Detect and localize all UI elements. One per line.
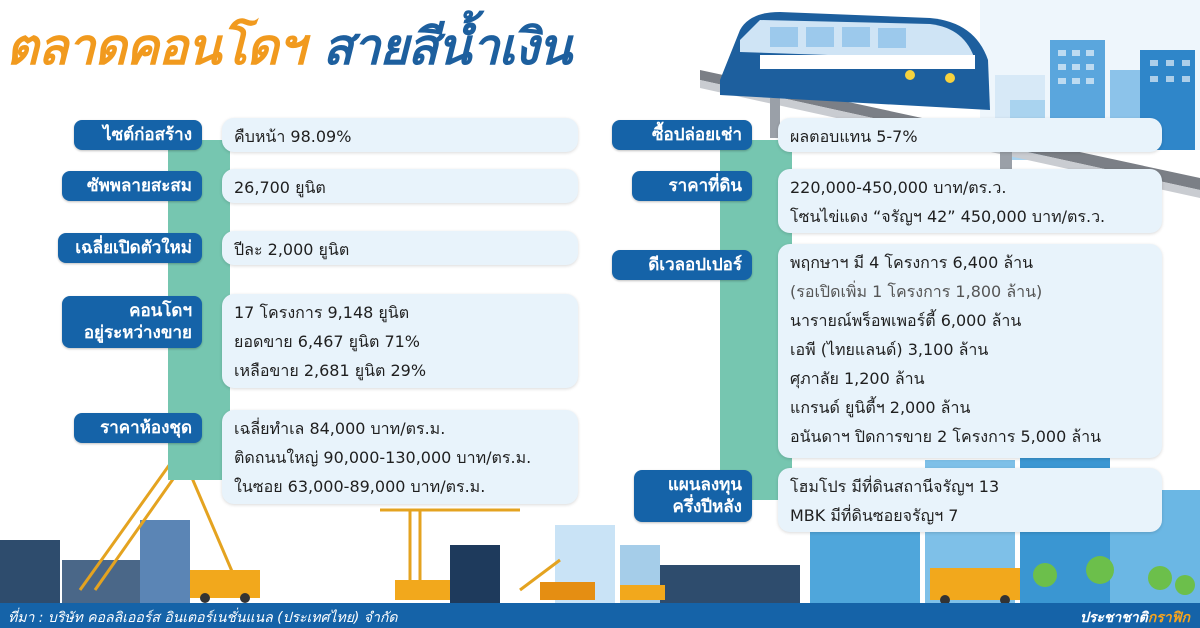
- box-avg-new-launch: [222, 231, 578, 265]
- box-line: 220,000-450,000 บาท/ตร.ว.: [790, 178, 1007, 197]
- label-text: ไซต์ก่อสร้าง: [103, 125, 192, 145]
- box-line: โซนไข่แดง “จรัญฯ 42” 450,000 บาท/ตร.ว.: [790, 207, 1106, 226]
- label-investment-plan: [634, 470, 752, 522]
- box-line: 26,700 ยูนิต: [234, 178, 326, 197]
- label-text: เฉลี่ยเปิดตัวใหม่: [75, 238, 192, 258]
- box-line: ผลตอบแทน 5-7%: [790, 127, 918, 146]
- label-text: ดีเวลอปเปอร์: [648, 255, 742, 275]
- box-line: พฤกษาฯ มี 4 โครงการ 6,400 ล้าน: [790, 253, 1034, 272]
- label-land-price: [632, 171, 752, 201]
- box-land-price: [778, 169, 1162, 233]
- box-line: (รอเปิดเพิ่ม 1 โครงการ 1,800 ล้าน): [790, 282, 1043, 301]
- title-part-2: สายสีน้ำเงิน: [322, 18, 572, 76]
- box-accumulated-supply: [222, 169, 578, 203]
- label-construction-site: [74, 120, 202, 150]
- source-text: ที่มา : บริษัท คอลลิเออร์ส อินเตอร์เนชั่นแนล (ประเทศไทย) จำกัด: [8, 610, 398, 626]
- box-line: ยอดขาย 6,467 ยูนิต 71%: [234, 332, 420, 351]
- box-buy-to-rent: [778, 118, 1162, 152]
- footer-bar: [0, 603, 1200, 628]
- label-buy-to-rent: [612, 120, 752, 150]
- box-line: เอพี (ไทยแลนด์) 3,100 ล้าน: [790, 340, 989, 359]
- box-line: ศุภาลัย 1,200 ล้าน: [790, 369, 925, 388]
- brand-logo: [1080, 607, 1190, 628]
- skytrain-illustration: [720, 12, 990, 110]
- title-part-1: ตลาดคอนโดฯ: [6, 18, 305, 76]
- box-line: ติดถนนใหญ่ 90,000-130,000 บาท/ตร.ม.: [234, 448, 532, 467]
- box-construction-site: [222, 118, 578, 152]
- label-developers: [612, 250, 752, 280]
- label-text: แผนลงทุน: [667, 475, 742, 495]
- box-line: เฉลี่ยทำเล 84,000 บาท/ตร.ม.: [234, 419, 446, 438]
- label-avg-new-launch: [58, 233, 202, 263]
- box-line: คืบหน้า 98.09%: [234, 127, 352, 146]
- box-line: แกรนด์ ยูนิตี้ฯ 2,000 ล้าน: [790, 398, 971, 417]
- box-line: เหลือขาย 2,681 ยูนิต 29%: [234, 361, 427, 380]
- label-text: ซื้อปล่อยเช่า: [651, 125, 742, 145]
- label-text: คอนโดฯ: [129, 301, 192, 321]
- label-text: ราคาห้องชุด: [100, 418, 192, 438]
- box-line: 17 โครงการ 9,148 ยูนิต: [234, 303, 410, 322]
- box-line: อนันดาฯ ปิดการขาย 2 โครงการ 5,000 ล้าน: [790, 427, 1102, 446]
- brand-part-1: ประชาชาติ: [1080, 610, 1148, 626]
- box-condo-on-sale: [222, 294, 578, 388]
- label-text: อยู่ระหว่างขาย: [83, 323, 192, 343]
- page-title: [6, 8, 571, 87]
- label-condo-on-sale: [62, 296, 202, 348]
- brand-part-2: กราฟิก: [1147, 610, 1190, 626]
- label-text: ราคาที่ดิน: [668, 176, 742, 196]
- box-line: นารายณ์พร็อพเพอร์ตี้ 6,000 ล้าน: [790, 311, 1022, 330]
- box-investment-plan: [778, 468, 1162, 532]
- label-text: ซัพพลายสะสม: [87, 176, 192, 196]
- box-line: ในซอย 63,000-89,000 บาท/ตร.ม.: [234, 477, 486, 496]
- box-developers: [778, 244, 1162, 458]
- label-accumulated-supply: [62, 171, 202, 201]
- label-condo-price: [74, 413, 202, 443]
- label-text: ครึ่งปีหลัง: [672, 497, 742, 517]
- box-line: MBK มีที่ดินซอยจรัญฯ 7: [790, 506, 959, 525]
- box-condo-price: [222, 410, 578, 504]
- box-line: โฮมโปร มีที่ดินสถานีจรัญฯ 13: [790, 477, 1000, 496]
- box-line: ปีละ 2,000 ยูนิต: [234, 240, 350, 259]
